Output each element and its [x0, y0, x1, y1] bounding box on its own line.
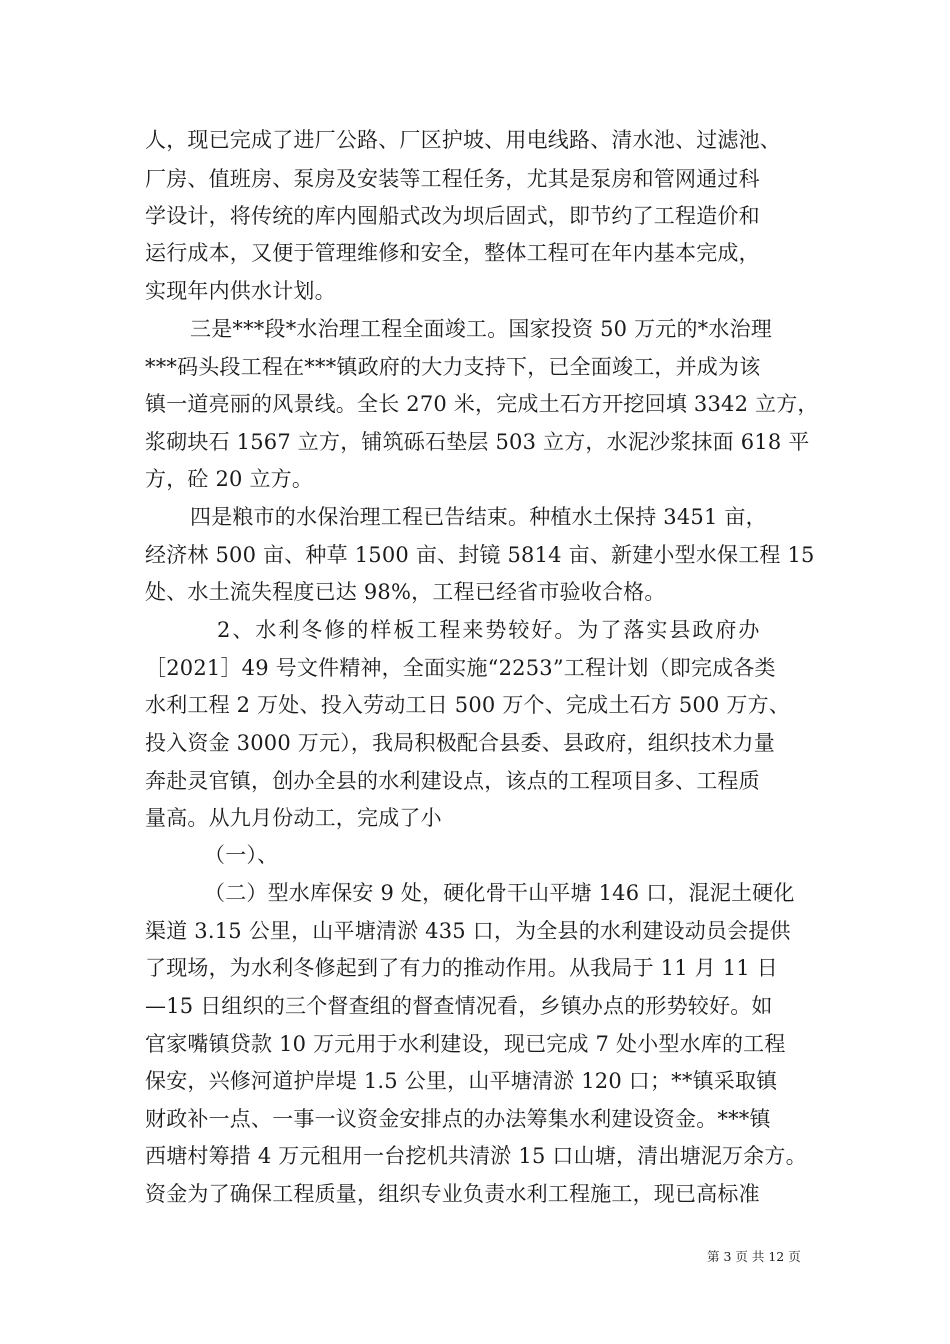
- text-line: 渠道 3.15 公里，山平塘清淤 435 口，为全县的水利建设动员会提供: [145, 919, 791, 943]
- text-line: 人，现已完成了进厂公路、厂区护坡、用电线路、清水池、过滤池、: [145, 128, 781, 152]
- text-line: 学设计，将传统的库内囤船式改为坝后固式，即节约了工程造价和: [145, 204, 760, 228]
- text-line: 处、水土流失程度已达 98%，工程已经省市验收合格。: [145, 580, 666, 604]
- section-heading-line: 2、水利冬修的样板工程来势较好。为了落实县政府办: [217, 618, 762, 642]
- text-line: 保安，兴修河道护岸堤 1.5 公里，山平塘清淤 120 口；**镇采取镇: [145, 1069, 778, 1093]
- text-line: 运行成本，又便于管理维修和安全，整体工程可在年内基本完成，: [145, 241, 760, 265]
- text-line: 水利工程 2 万处、投入劳动工日 500 万个、完成土石方 500 万方、: [145, 693, 790, 717]
- text-line: ［2021］49 号文件精神，全面实施“2253”工程计划（即完成各类: [145, 656, 776, 680]
- text-line: 厂房、值班房、泵房及安装等工程任务，尤其是泵房和管网通过科: [145, 167, 760, 191]
- paragraph-first-line: 四是粮市的水保治理工程已告结束。种植水土保持 3451 亩，: [190, 505, 767, 529]
- text-line: 方，砼 20 立方。: [145, 467, 314, 491]
- paragraph-first-line: 三是***段*水治理工程全面竣工。国家投资 50 万元的*水治理: [190, 317, 772, 341]
- text-line: 浆砌块石 1567 立方，铺筑砾石垫层 503 立方，水泥沙浆抹面 618 平: [145, 430, 810, 454]
- text-line: 资金为了确保工程质量，组织专业负责水利工程施工，现已高标准: [145, 1182, 760, 1206]
- text-line: 镇一道亮丽的风景线。全长 270 米，完成土石方开挖回填 3342 立方，: [145, 392, 819, 416]
- text-line: ***码头段工程在***镇政府的大力支持下，已全面竣工，并成为该: [145, 355, 761, 379]
- text-line: 经济林 500 亩、种草 1500 亩、封镜 5814 亩、新建小型水保工程 15: [145, 543, 815, 567]
- text-line: 奔赴灵官镇，创办全县的水利建设点，该点的工程项目多、工程质: [145, 769, 760, 793]
- text-line: 投入资金 3000 万元），我局积极配合县委、县政府，组织技术力量: [145, 731, 775, 755]
- paragraph-first-line: （二）型水库保安 9 处，硬化骨干山平塘 146 口，混泥土硬化: [204, 881, 795, 905]
- text-line: —15 日组织的三个督查组的督查情况看，乡镇办点的形势较好。如: [145, 994, 773, 1018]
- text-line: 量高。从九月份动工，完成了小: [145, 806, 442, 830]
- text-line: 实现年内供水计划。: [145, 279, 336, 303]
- text-line: 官家嘴镇贷款 10 万元用于水利建设，现已完成 7 处小型水库的工程: [145, 1032, 786, 1056]
- page-number-footer: 第 3 页 共 12 页: [707, 1249, 801, 1264]
- list-item-label: （一）、: [204, 843, 279, 867]
- text-line: 了现场，为水利冬修起到了有力的推动作用。从我局于 11 月 11 日: [145, 956, 778, 980]
- text-line: 西塘村筹措 4 万元租用一台挖机共清淤 15 口山塘，清出塘泥万余方。: [145, 1144, 807, 1168]
- text-line: 财政补一点、一事一议资金安排点的办法筹集水利建设资金。***镇: [145, 1107, 771, 1131]
